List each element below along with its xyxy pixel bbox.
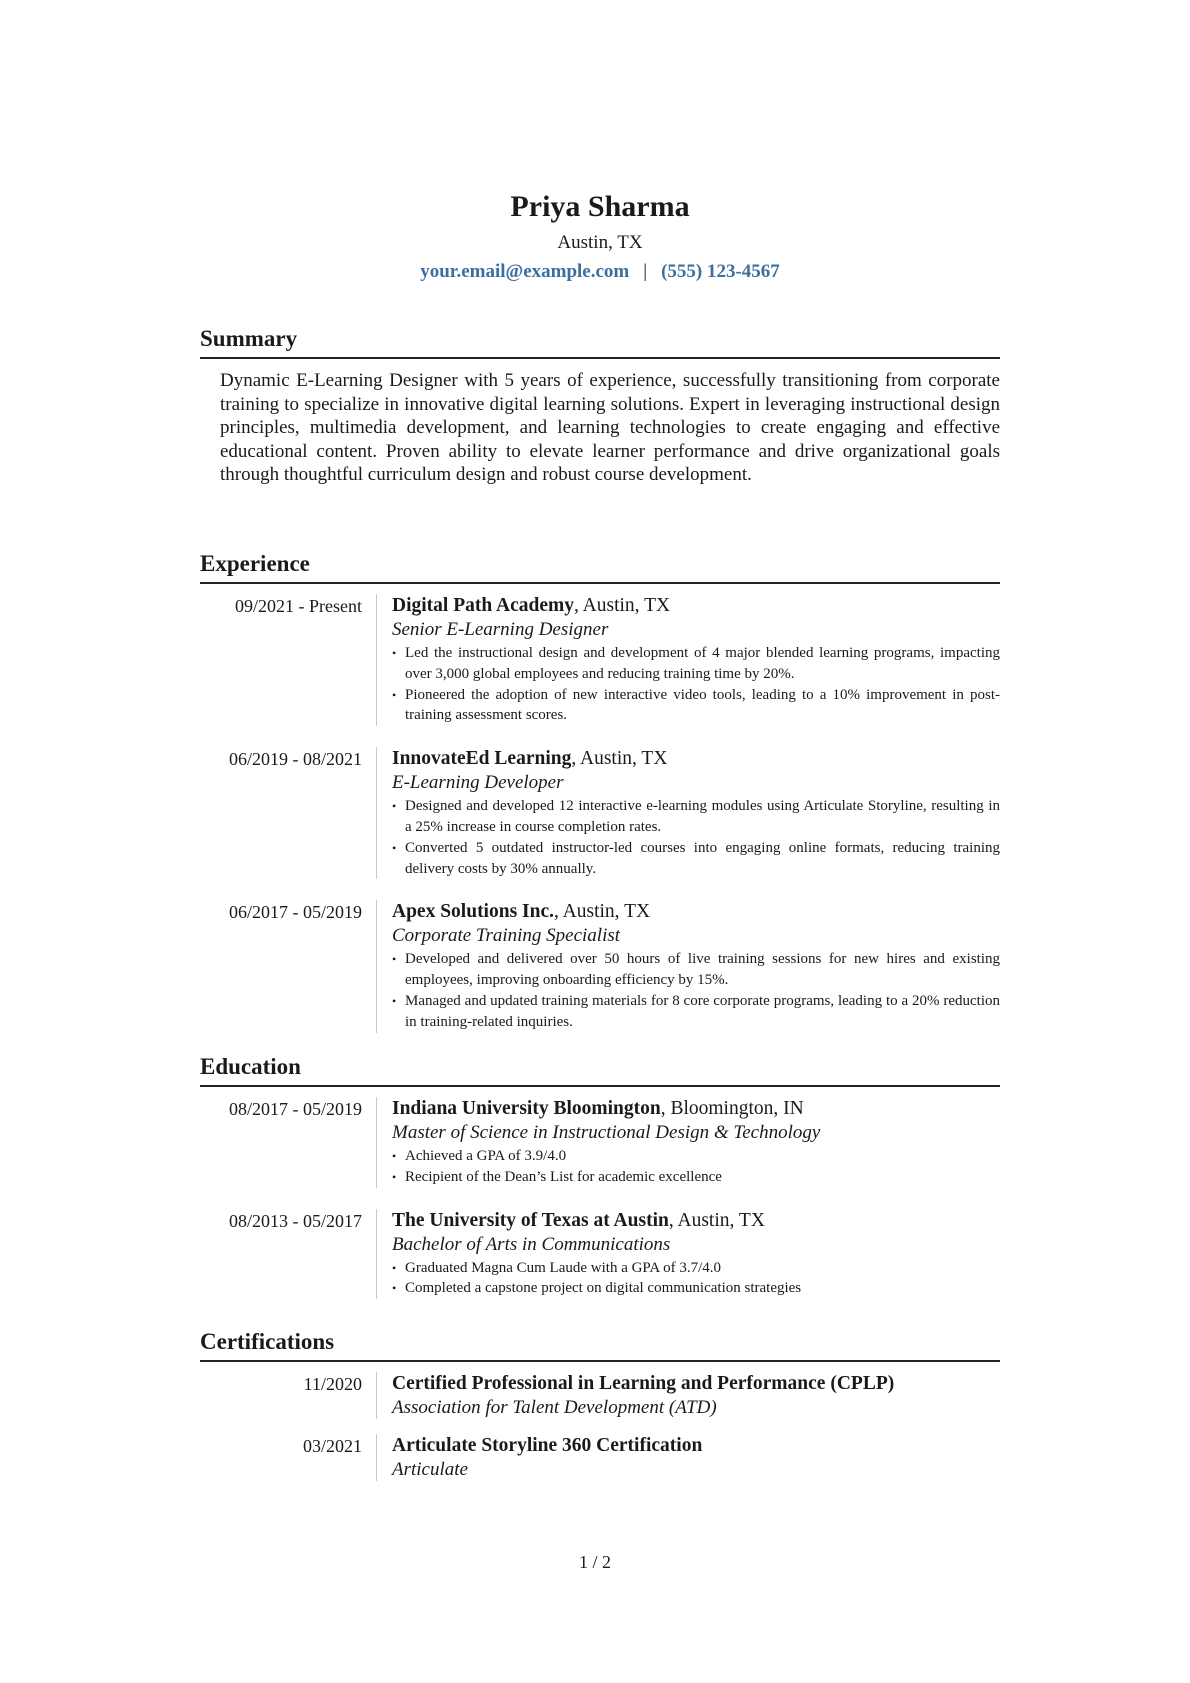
entry-date: 06/2017 - 05/2019 — [229, 902, 362, 923]
entry-content — [376, 747, 1000, 879]
entry-content — [376, 1372, 1000, 1419]
education-section — [200, 1053, 1000, 1299]
certification-entry — [200, 1372, 1000, 1419]
section-title-experience: Experience — [200, 550, 1000, 584]
entry-org: Apex Solutions Inc. — [392, 901, 554, 923]
summary-section — [200, 325, 1000, 487]
entry-role: E-Learning Developer — [392, 772, 564, 794]
entry-location: , Bloomington, IN — [660, 1098, 804, 1119]
entry-bullets — [392, 796, 1000, 879]
bullet-item: • Recipient of the Dean’s List for academic excellence — [392, 1167, 1000, 1188]
entry-location: , Austin, TX — [571, 748, 668, 770]
entry-org-line — [392, 1209, 1000, 1233]
bullet-item: • Developed and delivered over 50 hours of live training sessions for new hires and existing employees, improving onboarding efficiency by 15%. — [392, 949, 1000, 991]
entry-org: Indiana University Bloomington — [392, 1098, 661, 1119]
page-number: 1 / 2 — [578, 1552, 611, 1572]
entry-bullets — [392, 643, 1000, 726]
section-title-certifications: Certifications — [200, 1328, 1000, 1362]
entry-org: Digital Path Academy — [392, 595, 574, 616]
candidate-name: Priya Sharma — [510, 190, 690, 223]
email-link[interactable]: your.email@example.com — [420, 261, 630, 282]
experience-entry — [200, 747, 1000, 879]
entry-date: 03/2021 — [302, 1436, 362, 1456]
candidate-location: Austin, TX — [557, 232, 643, 253]
bullet-item: • Graduated Magna Cum Laude with a GPA of 3.7/4.0 — [392, 1258, 1000, 1279]
bullet-item: • Converted 5 outdated instructor-led courses into engaging online formats, reducing training delivery costs by 30% annually. — [392, 838, 1000, 880]
entry-date: 09/2021 - Present — [235, 596, 362, 616]
entry-location: , Austin, TX — [668, 1209, 765, 1231]
entry-degree: Bachelor of Arts in Communications — [392, 1233, 671, 1255]
entry-bullets — [392, 949, 1000, 1032]
entry-org-line — [392, 900, 1000, 924]
experience-section — [200, 550, 1000, 1033]
entry-date: 06/2019 - 08/2021 — [229, 749, 362, 770]
section-title-education: Education — [200, 1053, 1000, 1087]
experience-entry — [200, 594, 1000, 726]
bullet-item: • Led the instructional design and development of 4 major blended learning programs, impacting over 3,000 global employees and reducing training time by 20%. — [392, 643, 1000, 685]
certification-name: Articulate Storyline 360 Certification — [392, 1435, 703, 1456]
certifications-section — [200, 1328, 1000, 1481]
certification-name-line — [392, 1434, 1000, 1458]
certification-issuer: Association for Talent Development (ATD) — [392, 1397, 717, 1418]
education-entry — [200, 1209, 1000, 1300]
resume-header — [200, 188, 1000, 285]
entry-bullets — [392, 1146, 1000, 1188]
certification-issuer: Articulate — [392, 1459, 468, 1480]
certification-name-line — [392, 1372, 1000, 1396]
certification-name: Certified Professional in Learning and Performance (CPLP) — [392, 1373, 895, 1394]
summary-text: Dynamic E-Learning Designer with 5 years of experience, successfully transitioning from corporate training to specialize in innovative digital learning solutions. Expert in leveraging instructional design principles, multimedia development, and learning technologies to create engaging and effective educational content. Proven ability to elevate learner performance and drive organizational goals through thoughtful curriculum design and robust course development. — [220, 370, 1000, 485]
entry-org-line — [392, 1097, 1000, 1121]
entry-content — [376, 1434, 1000, 1481]
resume-page — [200, 0, 1000, 1480]
entry-org-line — [392, 594, 1000, 618]
education-entry — [200, 1097, 1000, 1188]
certification-entry — [200, 1434, 1000, 1481]
entry-bullets — [392, 1258, 1000, 1300]
entry-role: Corporate Training Specialist — [392, 925, 621, 947]
entry-date: 08/2017 - 05/2019 — [229, 1099, 362, 1119]
bullet-item: • Completed a capstone project on digital communication strategies — [392, 1278, 1000, 1299]
entry-org-line — [392, 747, 1000, 771]
contact-separator: | — [643, 261, 648, 282]
entry-role: Senior E-Learning Designer — [392, 619, 609, 640]
entry-content — [376, 1097, 1000, 1188]
entry-date: 08/2013 - 05/2017 — [229, 1210, 362, 1231]
bullet-item: • Achieved a GPA of 3.9/4.0 — [392, 1146, 1000, 1167]
entry-content — [376, 594, 1000, 726]
entry-org: InnovateEd Learning — [392, 748, 572, 770]
entry-content — [376, 1209, 1000, 1300]
entry-content — [376, 900, 1000, 1032]
entry-degree: Master of Science in Instructional Design & Technology — [392, 1122, 821, 1143]
bullet-item: • Managed and updated training materials for 8 core corporate programs, leading to a 20% reduction in training-related inquiries. — [392, 991, 1000, 1033]
entry-location: , Austin, TX — [554, 901, 651, 923]
bullet-item: • Pioneered the adoption of new interactive video tools, leading to a 10% improvement in post-training assessment scores. — [392, 685, 1000, 727]
section-title-summary: Summary — [200, 325, 1000, 359]
bullet-item: • Designed and developed 12 interactive e-learning modules using Articulate Storyline, resulting in a 25% increase in course completion rates. — [392, 796, 1000, 838]
phone-link[interactable]: (555) 123-4567 — [661, 261, 780, 282]
entry-location: , Austin, TX — [573, 595, 671, 616]
contact-line — [200, 259, 1000, 285]
entry-org: The University of Texas at Austin — [392, 1209, 669, 1231]
experience-entry — [200, 900, 1000, 1032]
entry-date: 11/2020 — [303, 1374, 362, 1394]
